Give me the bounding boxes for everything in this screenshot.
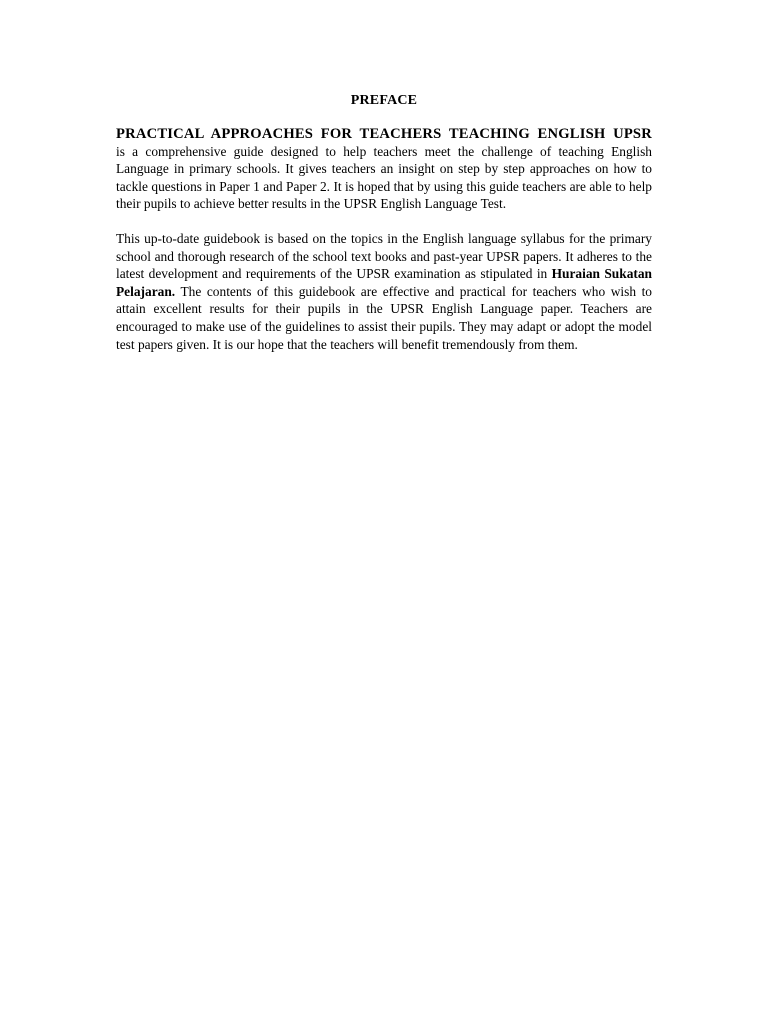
preface-paragraph-2 [116, 230, 652, 353]
preface-content [116, 92, 652, 353]
preface-heading: PREFACE [350, 93, 418, 108]
paragraph-2-text-start: This up-to-date guidebook is based on the topics in the English language syllabus for the primary school and thorough research of the school text books and past-year UPSR papers. It adheres to the latest development and requirements of the UPSR examination as stipulated in [116, 230, 652, 282]
huraian-sukatan-pelajaran-text: Huraian Sukatan Pelajaran. [116, 266, 652, 299]
preface-paragraph-1: is a comprehensive guide designed to help teachers meet the challenge of teaching English Language in primary schools. It gives teachers an insight on step by step approaches on how to tackle questions in Paper 1 and Paper 2. It is hoped that by using this guide teachers are able to help their pupils to achieve better results in the UPSR English Language Test. [116, 143, 652, 212]
book-title: PRACTICAL APPROACHES FOR TEACHERS TEACHING ENGLISH UPSR [116, 125, 652, 142]
paragraph-2-text-end: The contents of this guidebook are effective and practical for teachers who wish to attain excellent results for their pupils in the UPSR English Language paper. Teachers are encouraged to make use of the guidelines to assist their pupils. They may adapt or adopt the model test papers given. It is our hope that the teachers will benefit tremendously from them. [116, 283, 652, 352]
